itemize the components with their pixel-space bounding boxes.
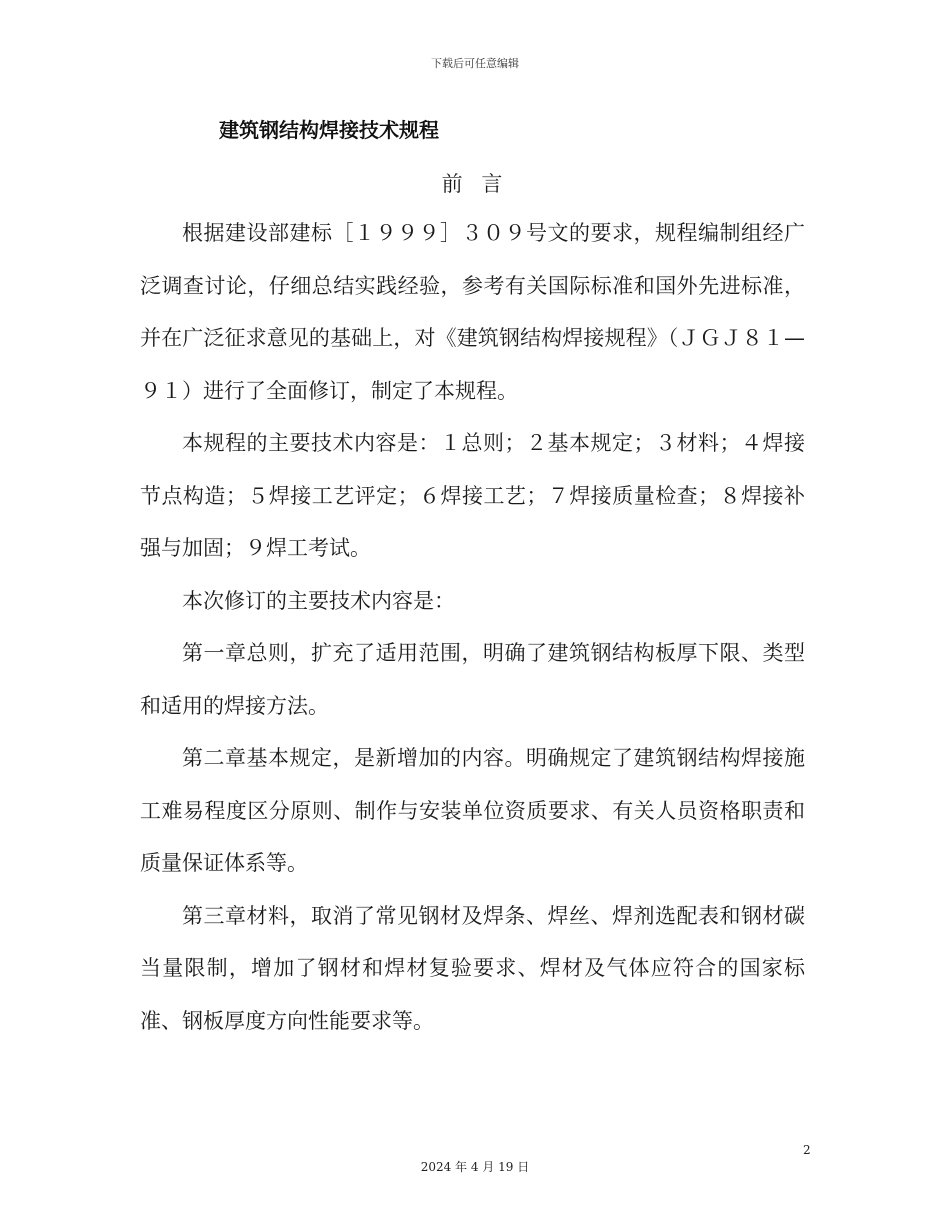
paragraph-main-contents: 本规程的主要技术内容是：１总则；２基本规定；３材料；４焊接节点构造；５焊接工艺评定；６焊接工艺；７焊接质量检查；８焊接补强与加固；９焊工考试。 <box>140 431 805 560</box>
footer-date: 2024 年 4 月 19 日 <box>420 1160 530 1174</box>
preface-heading: 前 言 <box>441 172 509 196</box>
paragraph-chapter-2: 第二章基本规定，是新增加的内容。明确规定了建筑钢结构焊接施工难易程度区分原则、制作与安装单位资质要求、有关人员资格职责和质量保证体系等。 <box>140 746 805 875</box>
paragraph-revision-intro: 本次修订的主要技术内容是： <box>182 588 455 613</box>
paragraph-chapter-3: 第三章材料，取消了常见钢材及焊条、焊丝、焊剂选配表和钢材碳当量限制，增加了钢材和焊材复验要求、焊材及气体应符合的国家标准、钢板厚度方向性能要求等。 <box>140 903 805 1033</box>
document-body <box>140 207 805 1047</box>
paragraph-chapter-1: 第一章总则，扩充了适用范围，明确了建筑钢结构板厚下限、类型和适用的焊接方法。 <box>140 641 805 718</box>
page-header-note: 下载后可任意编辑 <box>431 57 519 70</box>
document-title: 建筑钢结构焊接技术规程 <box>219 118 439 142</box>
page-number: 2 <box>803 1143 811 1157</box>
paragraph-revision-basis: 根据建设部建标［１９９９］３０９号文的要求，规程编制组经广泛调查讨论，仔细总结实践经验，参考有关国际标准和国外先进标准，并在广泛征求意见的基础上，对《建筑钢结构焊接规程》（ＪＧＪ８１—９１）进行了全面修订，制定了本规程。 <box>140 221 805 403</box>
